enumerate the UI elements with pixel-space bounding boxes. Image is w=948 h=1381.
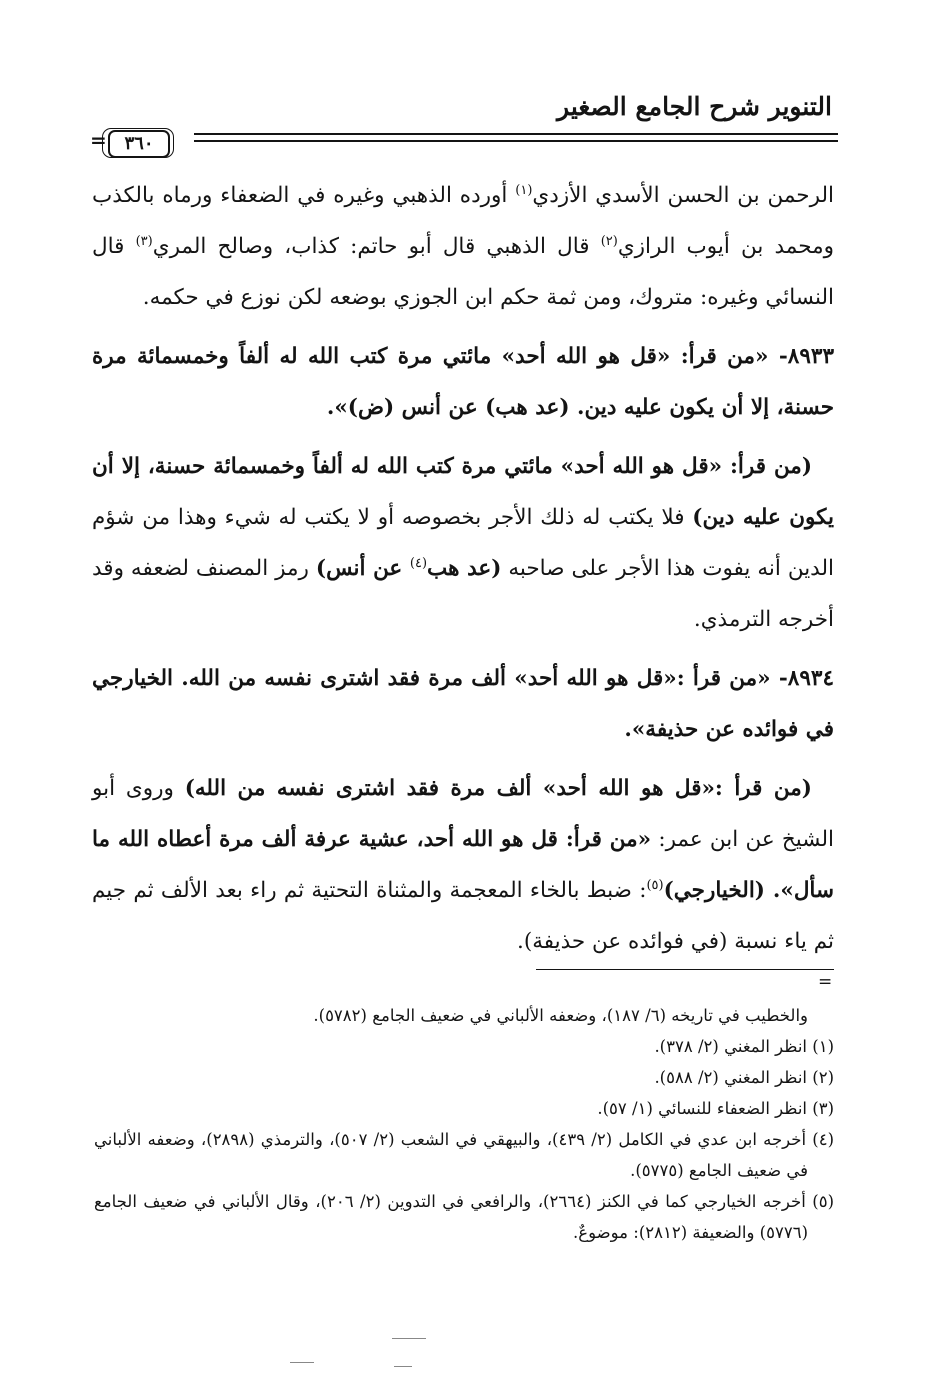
scan-smudge xyxy=(290,1362,314,1363)
paragraph-continuation: الرحمن بن الحسن الأسدي الأزدي$^{(١)}$ أورده الذهبي وغيره في الضعفاء ورماه بالكذب ومحمد بن أيوب الرازي$^{(٢)}$ قال الذهبي قال أبو حاتم: كذاب، وصالح المري$^{(٣)}$ قال النسائي وغيره: متروك، ومن ثمة حكم ابن الجوزي بوضعه لكن نوزع في حكمه. xyxy=(92,182,834,310)
running-title: التنوير شرح الجامع الصغير xyxy=(557,92,832,121)
hadith-8933: ٨٩٣٣- «من قرأ: «قل هو الله أحد» مائتي مرة كتب الله له ألفاً وخمسمائة مرة حسنة، إلا أن يكون عليه دين. (عد هب) عن أنس (ض)». xyxy=(92,344,834,420)
continuation-mark: = xyxy=(90,128,107,152)
scan-smudge xyxy=(392,1338,426,1339)
footnote-1: (١) انظر المغني (٢/ ٣٧٨). xyxy=(654,1037,834,1056)
footnote-ref: (٣) xyxy=(135,233,153,249)
footnotes xyxy=(94,1000,834,1248)
page-header xyxy=(90,86,838,156)
footnote-ref: (٢) xyxy=(600,233,618,249)
footnote-continuation-mark: = xyxy=(818,972,833,992)
footnote-ref: (١) xyxy=(515,182,533,198)
footnote-continuation: والخطيب في تاريخه (٦/ ١٨٧)، وضعفه الألباني في ضعيف الجامع (٥٧٨٢). xyxy=(313,1006,808,1025)
footnote-separator xyxy=(536,969,834,970)
footnote-3: (٣) انظر الضعفاء للنسائي (١/ ٥٧). xyxy=(597,1099,834,1118)
footnote-ref: (٤) xyxy=(409,555,428,571)
main-text xyxy=(92,170,834,975)
commentary-8933: (من قرأ: «قل هو الله أحد» مائتي مرة كتب الله له ألفاً وخمسمائة حسنة، إلا أن يكون عليه دين) فلا يكتب له ذلك الأجر بخصوصه أو لا يكتب له شيء وهذا من شؤم الدين أنه يفوت هذا الأجر على صاحبه (عد هب$^{(٤)}$ عن أنس) رمز المصنف لضعفه وقد أخرجه الترمذي. xyxy=(92,454,834,632)
commentary-8934: (من قرأ :«قل هو الله أحد» ألف مرة فقد اشترى نفسه من الله) وروى أبو الشيخ عن ابن عمر: «من قرأ: قل هو الله أحد، عشية عرفة ألف مرة أعطاه الله ما سأل». (الخيارجي)$^{(٥)}$: ضبط بالخاء المعجمة والمثناة التحتية ثم راء بعد الألف ثم جيم ثم ياء نسبة (في فوائده عن حذيفة). xyxy=(92,776,834,954)
footnote-ref: (٥) xyxy=(646,877,664,893)
header-rule xyxy=(194,133,838,142)
scan-smudge xyxy=(394,1366,412,1367)
page-number: ٣٦٠ xyxy=(108,130,170,158)
footnote-5: (٥) أخرجه الخيارجي كما في الكنز (٢٦٦٤)، والرافعي في التدوين (٢/ ٢٠٦)، وقال الألباني في ضعيف الجامع (٥٧٧٦) والضعيفة (٢٨١٢): موضوعٌ. xyxy=(94,1192,835,1242)
hadith-8934: ٨٩٣٤- «من قرأ :«قل هو الله أحد» ألف مرة فقد اشترى نفسه من الله. الخيارجي في فوائده عن حذيفة». xyxy=(92,666,834,742)
footnote-4: (٤) أخرجه ابن عدي في الكامل (٢/ ٤٣٩)، والبيهقي في الشعب (٢/ ٥٠٧)، والترمذي (٢٨٩٨)، وضعفه الألباني في ضعيف الجامع (٥٧٧٥). xyxy=(94,1130,834,1180)
footnote-2: (٢) انظر المغني (٢/ ٥٨٨). xyxy=(654,1068,834,1087)
